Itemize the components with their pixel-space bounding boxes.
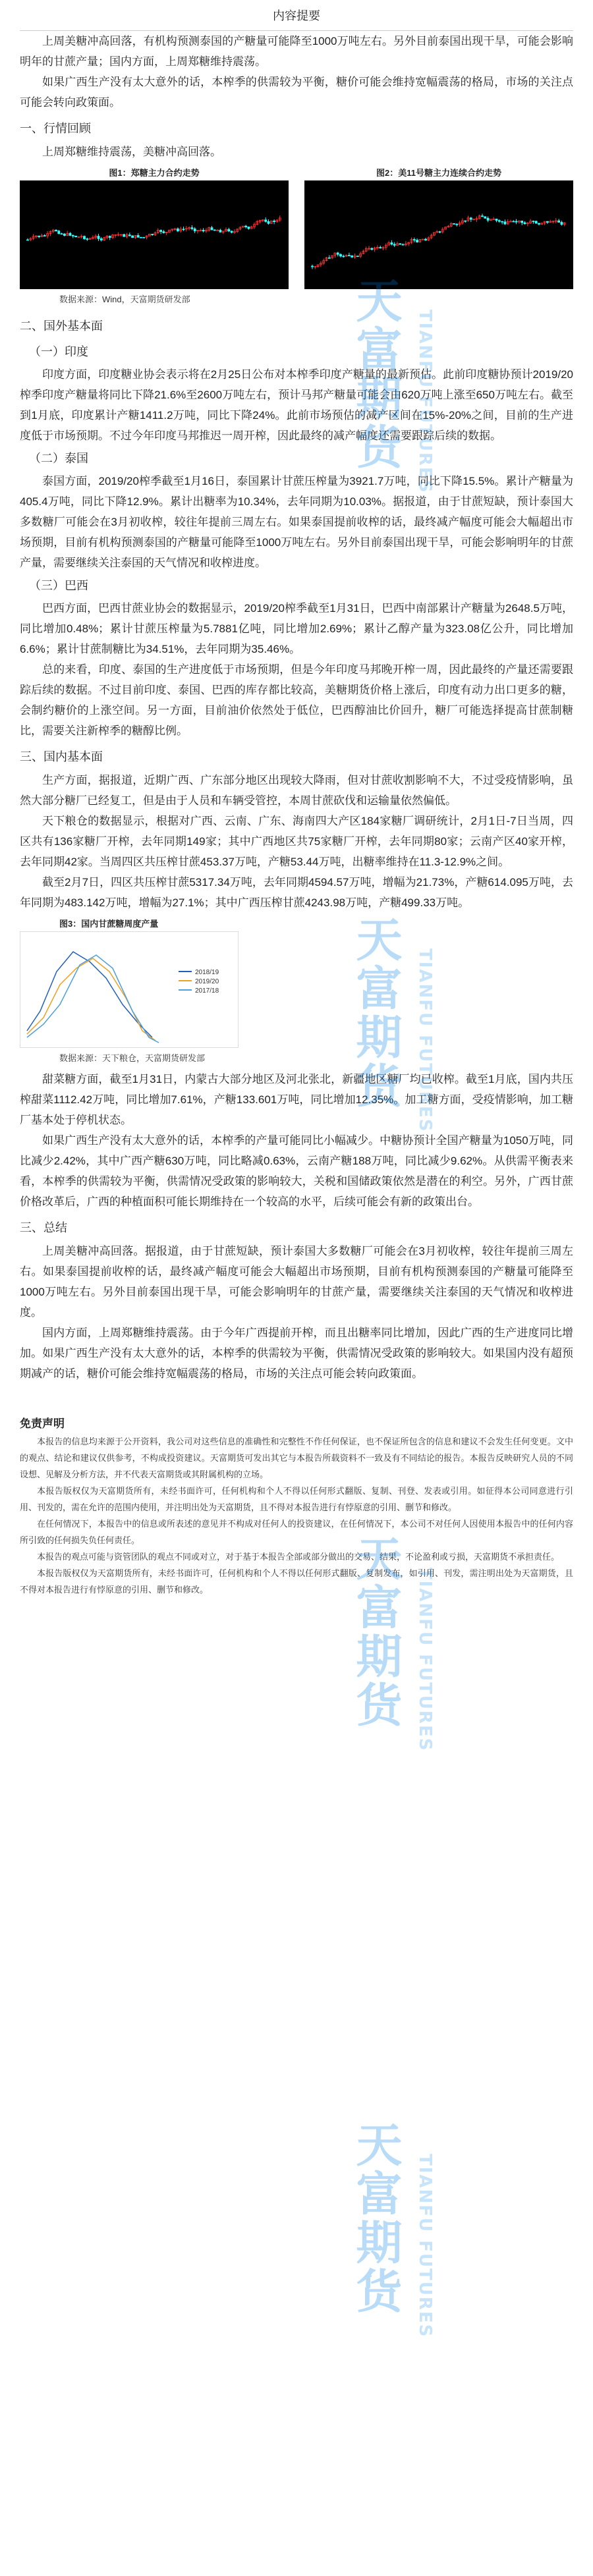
candle-body bbox=[63, 234, 65, 235]
candle-body bbox=[546, 221, 548, 223]
domestic-para-5: 如果广西生产没有太大意外的话，本榨季的产量可能同比小幅减少。中糖协预计全国产糖量为1050万吨，同比减少2.42%，其中广西产糖630万吨，同比略减0.63%，云南产糖188万吨，同比减少9.62%。从供需平衡表来看，本榨季的供需较为平衡，供需情况受政策的影响较大，关税和国储政策依然是潜在的利空。另外，广西甘蔗价格改革后，广西的种植面积可能长期维持在一个较高的水平，后续可能会有新的政策出台。 bbox=[20, 1134, 573, 1208]
candle-body bbox=[160, 231, 162, 232]
candlestick-chart bbox=[20, 180, 289, 289]
candle-body bbox=[473, 219, 475, 220]
candle-body bbox=[312, 266, 314, 267]
candle-body bbox=[391, 243, 393, 244]
figure-caption: 图2：美11号糖主力连续合约走势 bbox=[376, 168, 501, 178]
candle-body bbox=[470, 218, 472, 219]
domestic-para-4: 甜菜糖方面，截至1月31日，内蒙古大部分地区及河北张北，新疆地区糖厂均已收榨。截至1月底，国内共压榨甜菜1112.42万吨，同比增加7.61%，产糖133.601万吨，同比增加12.35%。加工糖方面，受疫情影响，加工糖厂基本处于停机状态。 bbox=[20, 1073, 573, 1126]
candle-body bbox=[340, 254, 342, 256]
candle-body bbox=[532, 221, 534, 222]
candle-body bbox=[137, 235, 139, 237]
candle-body bbox=[55, 230, 57, 231]
watermark-subtext: TIANFU FUTURES bbox=[415, 2154, 435, 2338]
figure-weekly-output bbox=[20, 917, 283, 1048]
candle-body bbox=[487, 218, 489, 220]
domestic-para-3: 截至2月7日，四区共压榨甘蔗5317.34万吨，去年同期4594.57万吨，增幅为21.73%，产糖614.095万吨，去年同期为483.142万吨，增幅为27.1%；其中广西压榨甘蔗4243.98万吨，产糖499.33万吨。 bbox=[20, 876, 573, 909]
candle-body bbox=[128, 235, 130, 236]
disclaimer-para: 本报告的观点可能与资管团队的观点不同或对立，对于基于本报告全部或部分做出的交易、结果，不论盈利或亏损，天富期货不承担责任。 bbox=[37, 1552, 560, 1562]
candle-body bbox=[245, 226, 247, 227]
candle-body bbox=[84, 236, 86, 239]
watermark-subtext: TIANFU FUTURES bbox=[415, 310, 435, 494]
watermark-subtext: TIANFU FUTURES bbox=[415, 1568, 435, 1752]
candle-body bbox=[343, 256, 345, 257]
data-source: 数据来源：天下粮仓，天富期货研发部 bbox=[59, 1053, 206, 1063]
candle-body bbox=[177, 229, 179, 231]
figure-row bbox=[20, 166, 573, 289]
candle-body bbox=[513, 221, 515, 222]
summary-para-2: 如果广西生产没有太大意外的话，本榨季的供需较为平衡，糖价可能会维持宽幅震荡的格局，市场的关注点可能会转向政策面。 bbox=[20, 76, 573, 109]
candle-body bbox=[495, 219, 497, 220]
series-line bbox=[27, 958, 155, 1041]
section-heading: 三、总结 bbox=[20, 1221, 67, 1234]
disclaimer-para: 在任何情况下，本报告中的信息或所表述的意见并不构成对任何人的投资建议，在任何情况下，本公司不对任何人因使用本报告中的任何内容所引致的任何损失负任何责任。 bbox=[20, 1520, 573, 1546]
candle-body bbox=[504, 222, 506, 224]
candle-body bbox=[439, 232, 441, 233]
candle-body bbox=[231, 231, 233, 233]
candle-body bbox=[78, 236, 80, 237]
disclaimer-title: 免责声明 bbox=[20, 1417, 65, 1431]
thailand-para: 泰国方面，2019/20榨季截至1月16日，泰国累计甘蔗压榨量为3921.7万吨，同比下降15.5%。累计产糖量为405.4万吨，同比下降12.9%。累计出糖率为10.34%，去年同期为10.03%。据报道，由于甘蔗短缺，预计泰国大多数糖厂可能会在3月初收榨，较往年提前三周左右。如果泰国提前收榨的话，最终减产幅度可能会大幅超出市场预期，目前有机构预测泰国的产糖量可能降至1000万吨左右。另外目前泰国出现干旱，可能会影响明年的甘蔗产量，需要继续关注泰国的天气情况和收榨进度。 bbox=[20, 475, 573, 569]
candle-body bbox=[393, 244, 395, 246]
candle-body bbox=[143, 237, 145, 238]
domestic-para-2: 天下粮仓的数据显示，根据对广西、云南、广东、海南四大产区184家糖厂调研统计，2月1日-7日当周，四区共有136家糖厂开榨，去年同期149家；其中广西地区共75家糖厂开榨，去年同期80家；云南产区40家开榨，去年同期42家。当周四区共压榨甘蔗453.37万吨，产糖53.44万吨，出糖率维持在11.3-12.9%之间。 bbox=[20, 815, 573, 868]
watermark-text: 天富期货 bbox=[349, 2121, 403, 2316]
candle-body bbox=[132, 236, 134, 238]
candle-body bbox=[72, 235, 74, 236]
candle-body bbox=[371, 248, 373, 250]
legend-label: 2017/18 bbox=[195, 987, 219, 995]
section-text: 上周郑糖维持震荡，美糖冲高回落。 bbox=[42, 146, 221, 158]
candle-body bbox=[456, 224, 458, 225]
candlestick-chart bbox=[304, 180, 573, 289]
candle-body bbox=[219, 230, 221, 232]
brazil-para-2: 总的来看，印度、泰国的生产进度低于市场预期，但是今年印度马邦晚开榨一周，因此最终的产量还需要跟踪后续的数据。不过目前印度、泰国、巴西的库存都比较高，美糖期货价格上涨后，印度有动力出口更多的糖，会制约糖价的上涨空间。另一方面，目前油价依然处于低位，巴西醇油比价回升，糖厂可能选择提高甘蔗制糖比，需要关注新榨季的糖醇比例。 bbox=[20, 663, 573, 737]
candle-body bbox=[213, 230, 215, 231]
candle-body bbox=[501, 221, 503, 222]
candle-body bbox=[194, 229, 196, 231]
candle-body bbox=[402, 244, 404, 245]
candle-body bbox=[425, 239, 427, 240]
summary-para-1: 上周美糖冲高回落，有机构预测泰国的产糖量可能降至1000万吨左右。另外目前泰国出现干旱，可能会影响明年的甘蔗产量；国内方面，上周郑糖维持震荡。 bbox=[20, 35, 573, 68]
candle-body bbox=[98, 236, 99, 239]
candle-body bbox=[535, 221, 537, 223]
candle-body bbox=[228, 229, 230, 231]
candle-body bbox=[484, 217, 486, 218]
candle-body bbox=[217, 230, 219, 231]
candle-body bbox=[211, 228, 213, 230]
brazil-para-1: 巴西方面，巴西甘蔗业协会的数据显示，2019/20榨季截至1月31日，巴西中南部累计产糖量为2648.5万吨，同比增加0.48%；累计甘蔗压榨量为5.7881亿吨，同比增加2.69%；累计乙醇产量为323.08亿公升，同比增加6.6%；累计甘蔗制糖比为34.51%，去年同期为35.46%。 bbox=[20, 602, 573, 655]
subsection-heading: （三）巴西 bbox=[29, 579, 88, 592]
watermark-text: 天富期货 bbox=[349, 277, 403, 472]
candle-body bbox=[248, 227, 250, 229]
watermark-text: 天富期货 bbox=[349, 1535, 403, 1730]
disclaimer-para: 本报告版权仅为天富期货所有，未经书面许可，任何机构和个人不得以任何形式翻版、复制、刊登、发表或引用。如征得本公司同意进行引用、刊发的，需在允许的范围内使用，并注明出处为天富期货，且不得对本报告进行有悖原意的引用、删节和修改。 bbox=[20, 1487, 573, 1513]
domestic-para-1: 生产方面，据报道，近期广西、广东部分地区出现较大降雨，但对甘蔗收割影响不大，不过受疫情影响，虽然大部分糖厂已经复工，但是由于人员和车辆受管控，本周甘蔗砍伐和运输量依然偏低。 bbox=[20, 774, 573, 807]
section-heading: 三、国内基本面 bbox=[20, 750, 103, 763]
section-heading: 一、行情回顾 bbox=[20, 122, 91, 135]
watermark-logo bbox=[316, 2081, 468, 2424]
candle-body bbox=[163, 232, 165, 233]
candle-body bbox=[558, 221, 560, 222]
candle-body bbox=[538, 223, 540, 224]
candle-body bbox=[202, 230, 204, 231]
page-title: 内容提要 bbox=[273, 9, 320, 22]
candle-body bbox=[86, 239, 88, 240]
summary-section-para-1: 上周美糖冲高回落。据报道，由于甘蔗短缺，预计泰国大多数糖厂可能会在3月初收榨，较往年提前三周左右。如果泰国提前收榨的话，最终减产幅度可能会大幅超出市场预期，目前有机构预测泰国的产糖量可能降至1000万吨左右。另外目前泰国出现干旱，可能会影响明年的甘蔗产量，需要继续关注泰国的天气情况和收榨进度。 bbox=[20, 1245, 573, 1319]
line-chart-svg bbox=[20, 932, 238, 1047]
candle-body bbox=[482, 216, 484, 217]
legend-label: 2019/20 bbox=[195, 978, 219, 985]
candlestick-svg bbox=[20, 180, 289, 289]
subsection-heading: （二）泰国 bbox=[29, 452, 88, 465]
candle-body bbox=[191, 228, 193, 229]
candle-body bbox=[356, 256, 358, 257]
candle-body bbox=[140, 237, 142, 238]
figure-zhengtang bbox=[20, 166, 289, 289]
series-line bbox=[27, 952, 152, 1037]
candle-body bbox=[109, 236, 111, 238]
summary-section-para-2: 国内方面，上周郑糖维持震荡。由于今年广西提前开榨，而且出糖率同比增加，因此广西的生产进度同比增加。如果广西生产没有太大意外的话，本榨季的供需较为平衡，供需情况受政策的影响较大。如果国内没有超预期减产的话，糖价可能会维持宽幅震荡的格局，市场的关注点可能会转向政策面。 bbox=[20, 1327, 573, 1380]
figure-caption: 图3：国内甘蔗糖周度产量 bbox=[59, 919, 159, 929]
candle-body bbox=[524, 223, 526, 224]
candle-body bbox=[100, 238, 102, 240]
figure-ice-sugar bbox=[304, 166, 573, 289]
data-source: 数据来源：Wind，天富期货研发部 bbox=[59, 294, 190, 304]
candle-body bbox=[58, 231, 60, 234]
line-chart bbox=[20, 931, 239, 1048]
series-line bbox=[27, 955, 159, 1043]
candle-body bbox=[561, 222, 563, 224]
watermark-text: 天富期货 bbox=[349, 916, 403, 1110]
candle-body bbox=[183, 229, 184, 230]
candle-body bbox=[351, 256, 353, 257]
disclaimer-para: 本报告的信息均来源于公开资料，我公司对这些信息的准确性和完整性不作任何保证，也不保证所包含的信息和建议不会发生任何变更。文中的观点、结论和建议仅供参考，不构成投资建议。天富期货可发出其它与本报告所载资料不一致及有不同结论的报告。本报告反映研究人员的不同设想、见解及分析方法，并不代表天富期货或其附属机构的立场。 bbox=[20, 1437, 573, 1480]
watermark-subtext: TIANFU FUTURES bbox=[415, 948, 435, 1133]
subsection-heading: （一）印度 bbox=[29, 345, 88, 358]
section-heading: 二、国外基本面 bbox=[20, 319, 103, 333]
candle-body bbox=[268, 221, 269, 223]
candle-body bbox=[515, 221, 517, 222]
candle-body bbox=[123, 234, 125, 236]
candle-body bbox=[416, 240, 418, 242]
candle-body bbox=[521, 221, 523, 223]
figure-caption: 图1：郑糖主力合约走势 bbox=[109, 168, 200, 178]
india-para: 印度方面，印度糖业协会表示将在2月25日公布对本榨季印度产糖量的最新预估。此前印度糖协预计2019/20榨季印度产糖量将同比下降21.6%至2600万吨左右，预计马邦产糖量可能会由620万吨上涨至650万吨左右。截至到1月底，印度累计产糖1411.2万吨，同比下降24%。此前市场预估的减产区间在15%-20%之间，目前的生产进度低于市场预期。不过今年印度马邦推迟一周开榨，因此最终的减产幅度还需要跟踪后续的数据。 bbox=[20, 368, 573, 442]
legend-label: 2018/19 bbox=[195, 969, 219, 976]
candle-body bbox=[453, 223, 455, 224]
candle-body bbox=[337, 253, 339, 254]
candle-body bbox=[265, 220, 267, 221]
candle-body bbox=[69, 233, 71, 235]
disclaimer-para: 本报告版权仅为天富期货所有，未经书面许可，任何机构和个人不得以任何形式翻版、复制发布，如引用、刊发，需注明出处为天富期货，且不得对本报告进行有悖原意的引用、删节和修改。 bbox=[20, 1569, 573, 1595]
candlestick-svg bbox=[304, 180, 573, 289]
